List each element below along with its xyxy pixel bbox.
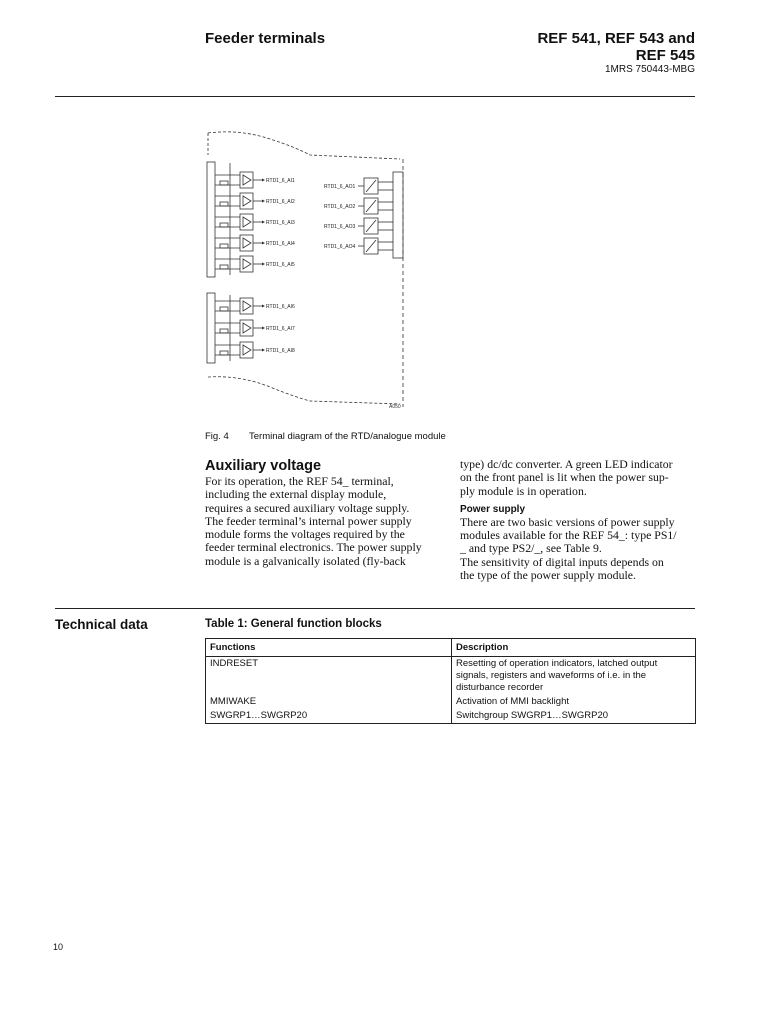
input-channel bbox=[215, 172, 295, 188]
aux-line: type) dc/dc converter. A green LED indicator bbox=[460, 457, 673, 471]
input-label: RTD1_6_AI3 bbox=[266, 219, 295, 226]
description-cell bbox=[452, 709, 696, 724]
output-label: RTD1_6_AO4 bbox=[324, 244, 356, 250]
description-line: disturbance recorder bbox=[456, 682, 544, 693]
aux-line: The feeder terminal’s internal power supply bbox=[205, 513, 412, 528]
output-channel bbox=[324, 218, 393, 234]
aux-line: including the external display module, bbox=[205, 487, 387, 502]
aux-line: For its operation, the REF 54_ terminal, bbox=[205, 474, 394, 488]
page-number: 10 bbox=[53, 942, 64, 952]
column-header-functions: Functions bbox=[206, 639, 452, 657]
input-label: RTD1_6_AI5 bbox=[266, 261, 295, 268]
aux-line: module forms the voltages required by the bbox=[205, 527, 405, 542]
function-cell: MMIWAKE bbox=[206, 695, 452, 709]
aux-line: ply module is in operation. bbox=[460, 483, 587, 498]
column-header-description: Description bbox=[452, 639, 696, 657]
aux-right-column bbox=[460, 458, 700, 582]
table-title: Table 1: General function blocks bbox=[205, 618, 382, 630]
header-rule bbox=[55, 96, 695, 97]
description-line: signals, registers and waveforms of i.e. in the bbox=[456, 670, 647, 681]
product-title-line2: REF 545 bbox=[635, 47, 695, 64]
input-channel bbox=[215, 342, 295, 358]
output-channel bbox=[324, 198, 393, 214]
function-blocks-table bbox=[205, 638, 696, 724]
output-label: RTD1_6_AO1 bbox=[324, 184, 356, 190]
input-channel bbox=[215, 235, 295, 251]
description-line: Activation of MMI backlight bbox=[456, 696, 569, 707]
aux-heading: Auxiliary voltage bbox=[205, 458, 322, 474]
input-channel bbox=[215, 256, 295, 272]
ps-line: modules available for the REF 54_: type PS1/ bbox=[460, 528, 677, 543]
ps-line: the type of the power supply module. bbox=[460, 568, 636, 583]
document-id: 1MRS 750443-MBG bbox=[604, 64, 695, 75]
input-channel bbox=[215, 298, 295, 314]
ps-line: There are two basic versions of power supply bbox=[460, 514, 675, 529]
description-cell bbox=[452, 657, 696, 696]
table-row bbox=[206, 709, 696, 724]
product-title bbox=[495, 30, 695, 64]
output-channel bbox=[324, 178, 393, 194]
output-channel bbox=[324, 238, 393, 254]
description-line: Switchgroup SWGRP1…SWGRP20 bbox=[456, 710, 609, 721]
input-label: RTD1_6_AI7 bbox=[266, 325, 295, 332]
aux-line: module is a galvanically isolated (fly-back bbox=[205, 553, 406, 568]
figure-caption bbox=[205, 431, 446, 442]
input-label: RTD1_6_AI1 bbox=[266, 177, 295, 184]
section-rule bbox=[55, 608, 695, 609]
product-title-line1: REF 541, REF 543 and bbox=[537, 30, 695, 47]
figure-caption-text: Terminal diagram of the RTD/analogue module bbox=[249, 431, 446, 442]
input-label: RTD1_6_AI2 bbox=[266, 198, 295, 205]
description-line: Resetting of operation indicators, latched output bbox=[456, 658, 658, 669]
power-supply-heading: Power supply bbox=[460, 503, 526, 515]
figure-label: Fig. 4 bbox=[205, 431, 229, 442]
aux-paragraph-continued bbox=[460, 458, 700, 498]
input-channel bbox=[215, 320, 295, 336]
output-label: RTD1_6_AO3 bbox=[324, 224, 356, 230]
table-header-row bbox=[206, 639, 696, 657]
table-row bbox=[206, 695, 696, 709]
aux-line: on the front panel is lit when the power sup- bbox=[460, 470, 669, 485]
function-cell: SWGRP1…SWGRP20 bbox=[206, 709, 452, 724]
input-label: RTD1_6_AI4 bbox=[266, 240, 295, 247]
aux-left-column bbox=[205, 458, 440, 568]
description-cell bbox=[452, 695, 696, 709]
input-label: RTD1_6_AI8 bbox=[266, 347, 295, 354]
power-supply-paragraph bbox=[460, 516, 700, 582]
aux-line: feeder terminal electronics. The power supply bbox=[205, 540, 422, 555]
aux-line: requires a secured auxiliary voltage supply. bbox=[205, 500, 410, 515]
technical-data-title: Technical data bbox=[55, 617, 148, 632]
ps-line: The sensitivity of digital inputs depends on bbox=[460, 554, 664, 569]
output-label: RTD1_6_AO2 bbox=[324, 204, 356, 210]
aux-paragraph bbox=[205, 475, 440, 568]
function-cell: INDRESET bbox=[206, 657, 452, 696]
terminal-diagram bbox=[200, 125, 420, 417]
input-channel bbox=[215, 214, 295, 230]
ps-line: _ and type PS2/_, see Table 9. bbox=[460, 541, 602, 556]
table-row bbox=[206, 657, 696, 696]
input-label: RTD1_6_AI6 bbox=[266, 303, 295, 310]
svg-text:A050: A050 bbox=[389, 404, 401, 410]
section-title: Feeder terminals bbox=[205, 30, 326, 47]
input-channel bbox=[215, 193, 295, 209]
